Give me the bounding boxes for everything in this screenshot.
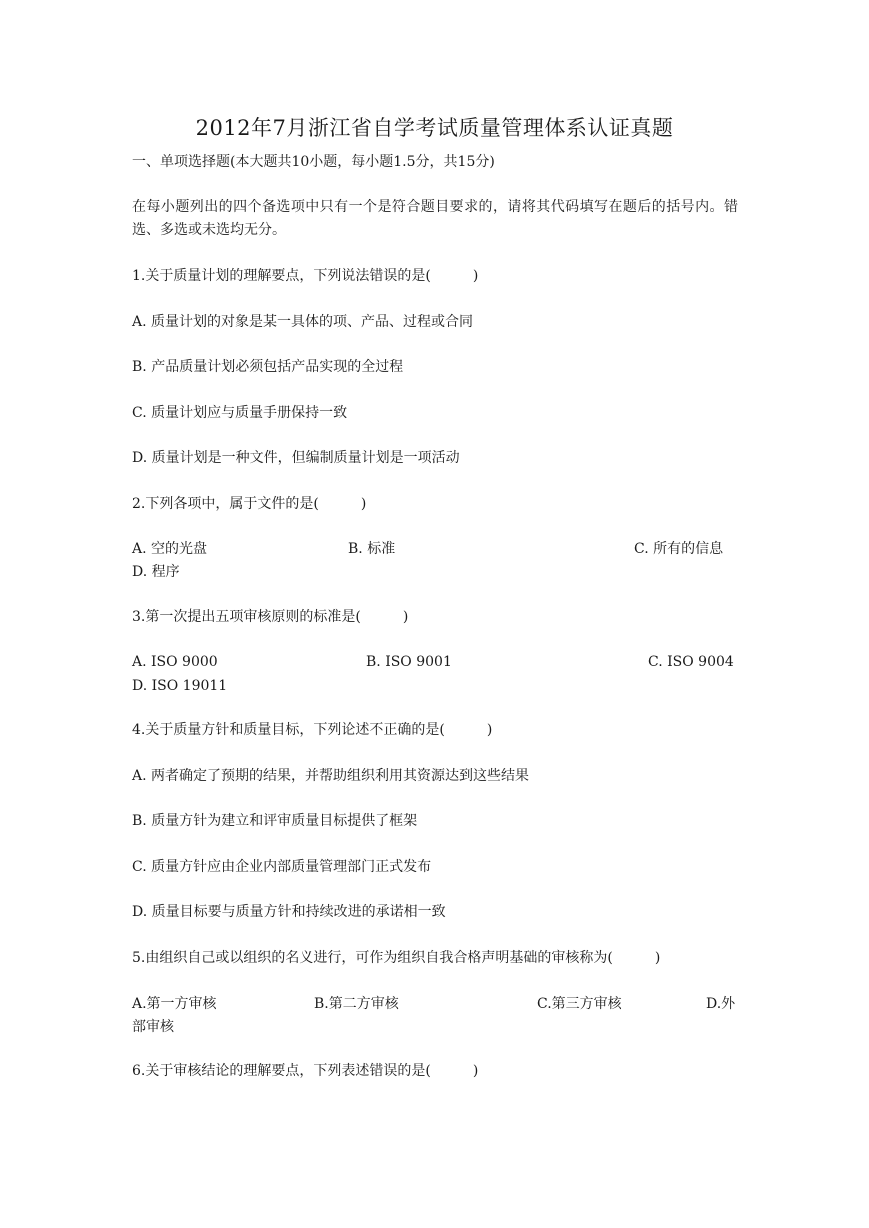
question-5-stem: 5.由组织自己或以组织的名义进行，可作为组织自我合格声明基础的审核称为( ) — [132, 950, 661, 966]
section-heading: 一、单项选择题(本大题共10小题，每小题1.5分，共15分) — [132, 154, 495, 170]
question-1-option-c: C. 质量计划应与质量手册保持一致 — [132, 405, 348, 421]
question-2-option-b: B. 标准 — [348, 541, 396, 557]
question-5-option-d-continued: 部审核 — [132, 1019, 174, 1035]
question-4-stem: 4.关于质量方针和质量目标，下列论述不正确的是( ) — [132, 722, 493, 738]
question-5-option-c: C.第三方审核 — [537, 996, 622, 1012]
question-6-stem: 6.关于审核结论的理解要点，下列表述错误的是( ) — [132, 1063, 479, 1079]
question-3-stem: 3.第一次提出五项审核原则的标准是( ) — [132, 609, 409, 625]
question-2-option-c: C. 所有的信息 — [634, 541, 724, 557]
instructions: 在每小题列出的四个备选项中只有一个是符合题目要求的，请将其代码填写在题后的括号内。错选、多选或未选均无分。 — [132, 199, 738, 238]
question-3-option-b: B. ISO 9001 — [366, 654, 452, 670]
question-1-option-a: A. 质量计划的对象是某一具体的项、产品、过程或合同 — [132, 314, 474, 330]
question-3-option-c: C. ISO 9004 — [648, 654, 734, 670]
question-5-option-b: B.第二方审核 — [314, 996, 399, 1012]
question-5-option-d: D.外 — [706, 996, 736, 1012]
question-4-option-b: B. 质量方针为建立和评审质量目标提供了框架 — [132, 813, 418, 829]
question-3-option-d: D. ISO 19011 — [132, 678, 228, 694]
question-2-stem: 2.下列各项中，属于文件的是( ) — [132, 496, 367, 512]
document-title: 2012年7月浙江省自学考试质量管理体系认证真题 — [195, 116, 674, 140]
question-4-option-c: C. 质量方针应由企业内部质量管理部门正式发布 — [132, 859, 432, 875]
question-4-option-a: A. 两者确定了预期的结果，并帮助组织利用其资源达到这些结果 — [132, 768, 530, 784]
question-4-option-d: D. 质量目标要与质量方针和持续改进的承诺相一致 — [132, 904, 446, 920]
question-1-stem: 1.关于质量计划的理解要点，下列说法错误的是( ) — [132, 268, 479, 284]
question-2-option-d: D. 程序 — [132, 564, 180, 580]
question-5-option-a: A.第一方审核 — [132, 996, 217, 1012]
question-2-option-a: A. 空的光盘 — [132, 541, 208, 557]
question-3-option-a: A. ISO 9000 — [132, 654, 218, 670]
question-1-option-b: B. 产品质量计划必须包括产品实现的全过程 — [132, 359, 404, 375]
question-1-option-d: D. 质量计划是一种文件，但编制质量计划是一项活动 — [132, 450, 460, 466]
